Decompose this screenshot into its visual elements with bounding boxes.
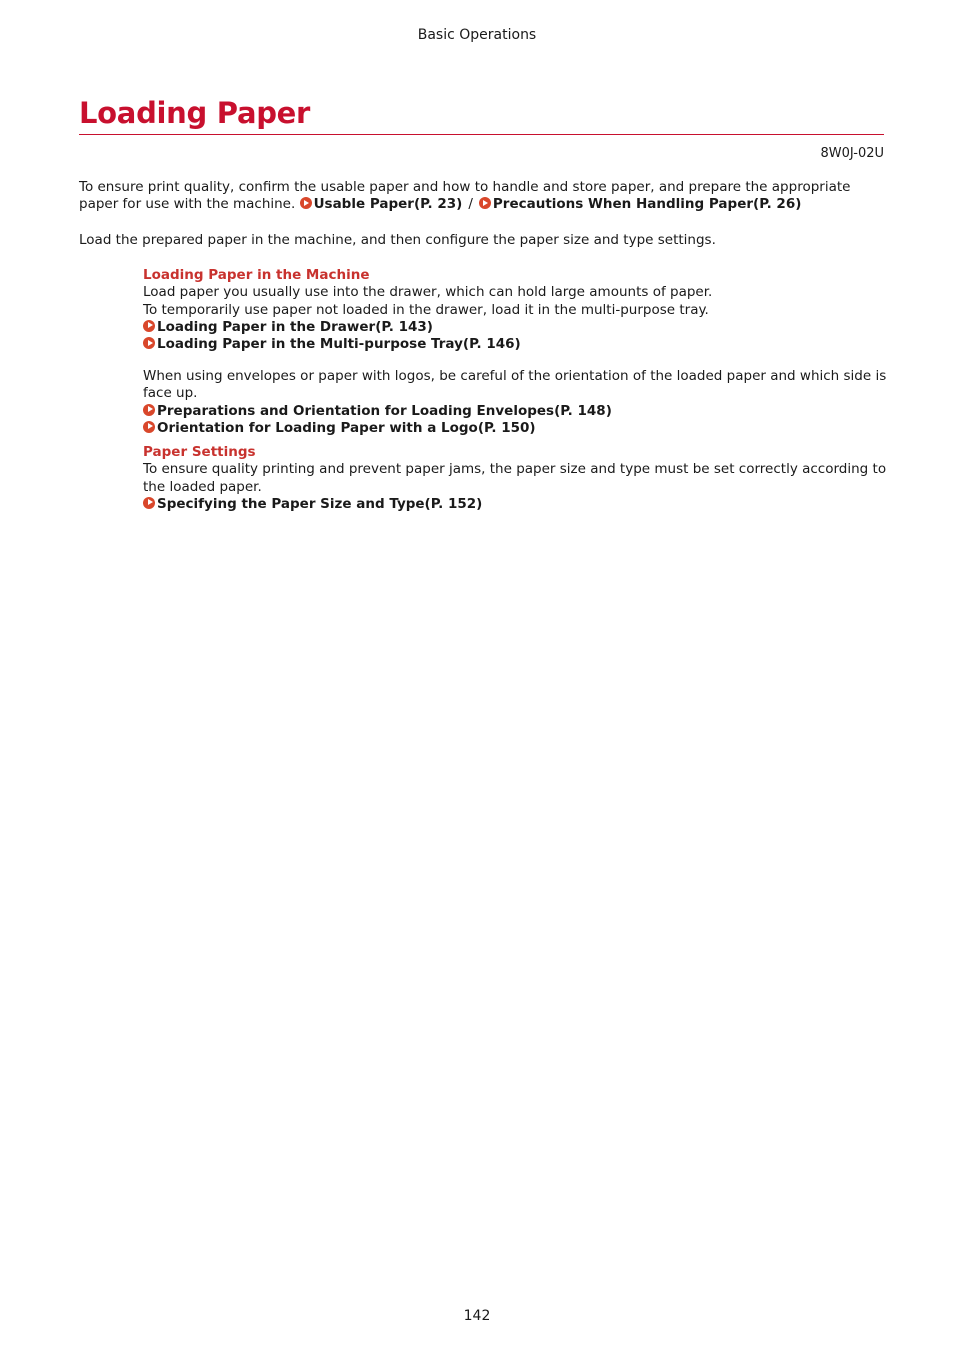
link-label: Specifying the Paper Size and Type(P. 152)	[157, 495, 483, 512]
page-number: 142	[463, 1308, 491, 1324]
section-line: To temporarily use paper not loaded in the drawer, load it in the multi-purpose tray.	[143, 301, 709, 318]
section-heading: Loading Paper in the Machine	[143, 267, 370, 283]
lead-paragraph: Load the prepared paper in the machine, and then configure the paper size and type settings.	[79, 232, 716, 248]
section-line: To ensure quality printing and prevent paper jams, the paper size and type must be set correctly according to the loaded paper.	[143, 461, 887, 495]
link-loading-paper-drawer[interactable]	[143, 319, 433, 335]
arrow-circle-icon	[143, 497, 155, 509]
title-rule	[79, 134, 884, 135]
link-label: Usable Paper(P. 23)	[313, 196, 463, 213]
link-orientation-envelopes[interactable]	[143, 403, 612, 419]
arrow-circle-icon	[143, 404, 155, 416]
link-specifying-paper-size-type[interactable]	[143, 496, 482, 512]
running-header: Basic Operations	[417, 27, 537, 43]
intro-text: To ensure print quality, confirm the usable paper and how to handle and store paper, and prepare the appropriate paper for use with the machine.	[79, 179, 851, 213]
link-label: Preparations and Orientation for Loading Envelopes(P. 148)	[157, 402, 612, 419]
link-orientation-logo-paper[interactable]	[143, 420, 536, 436]
arrow-circle-icon	[143, 421, 155, 433]
arrow-circle-icon	[300, 197, 312, 209]
section-loading-paper-in-machine	[143, 267, 888, 353]
note-text: When using envelopes or paper with logos, be careful of the orientation of the loaded paper and which side is face up.	[143, 368, 887, 402]
envelope-logo-note	[143, 368, 888, 437]
arrow-circle-icon	[143, 337, 155, 349]
intro-paragraph	[79, 179, 889, 214]
link-usable-paper[interactable]	[300, 196, 463, 212]
link-label: Loading Paper in the Multi-purpose Tray(P. 146)	[157, 336, 521, 353]
arrow-circle-icon	[479, 197, 491, 209]
document-id: 8W0J-02U	[820, 146, 884, 161]
section-paper-settings	[143, 444, 888, 513]
section-heading: Paper Settings	[143, 444, 256, 460]
link-separator: /	[468, 196, 473, 213]
link-loading-paper-multi-purpose-tray[interactable]	[143, 336, 521, 352]
section-line: Load paper you usually use into the drawer, which can hold large amounts of paper.	[143, 284, 713, 301]
link-precautions-handling-paper[interactable]	[479, 196, 802, 212]
link-label: Precautions When Handling Paper(P. 26)	[492, 196, 802, 213]
link-label: Loading Paper in the Drawer(P. 143)	[157, 318, 433, 335]
page-title: Loading Paper	[79, 96, 311, 130]
arrow-circle-icon	[143, 320, 155, 332]
link-label: Orientation for Loading Paper with a Logo(P. 150)	[157, 419, 536, 436]
